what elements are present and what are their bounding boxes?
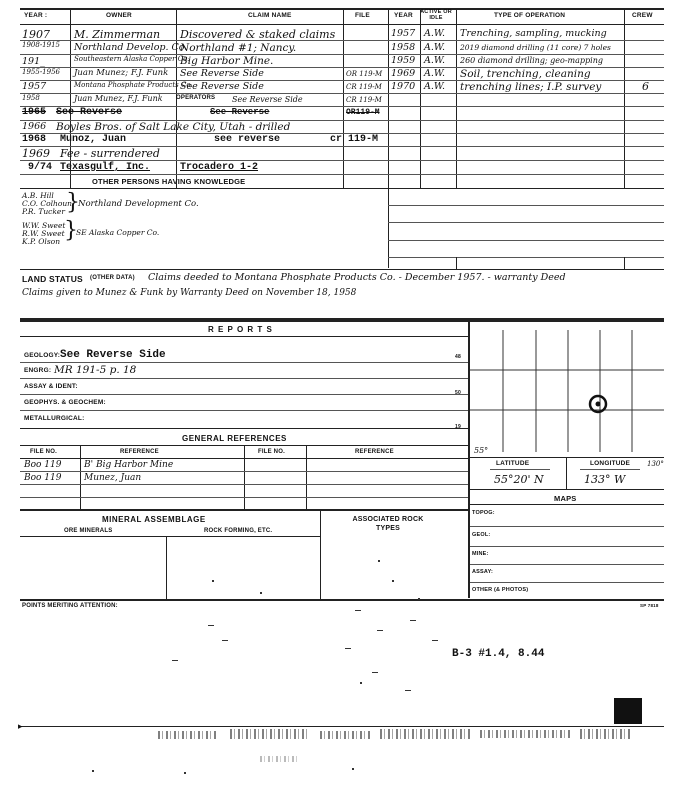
geology-value: See Reverse Side [60,349,166,361]
scan-mark [418,598,420,600]
land-status-text: Claims deeded to Montana Phosphate Products Co. - December 1957. - warranty Deed [148,272,566,283]
owner-row-owner: Boyles Bros. of Salt Lake City, Utah - drilled [56,121,291,133]
owner-row-owner: Juan Munez, F.J. Funk [74,94,163,103]
reports-top-bar [20,318,664,322]
col-rule [624,8,625,188]
scan-mark [405,690,411,691]
scan-mark [184,772,186,774]
row-rule [388,222,664,223]
map-field-other: OTHER (& PHOTOS) [472,587,529,593]
operation-status: A.W. [424,55,446,66]
scan-mark [260,592,262,594]
owner-row-claim: see reverse [214,134,281,145]
geophys-label: GEOPHYS. & GEOCHEM: [24,399,106,406]
person-name: W.W. Sweet [22,221,66,230]
row-rule [20,484,468,485]
scan-noise [380,729,470,739]
black-corner-mark [614,698,642,724]
land-status-sub: (OTHER DATA) [90,275,135,281]
owner-row-owner: Fee - surrendered [60,147,160,160]
col-rule [320,509,321,599]
row-rule [20,336,470,337]
person-name: P.R. Tucker [22,207,65,216]
owner-row-claim: Northland #1; Nancy. [180,42,297,54]
stamp-code: B-3 #1.4, 8.44 [452,648,545,660]
form-number: SP 7818 [640,603,659,608]
ref-col-file2: FILE NO. [258,449,285,455]
operation-type: trenching lines; I.P. survey [460,81,602,93]
metall-label: METALLURGICAL: [24,415,85,422]
header-claim-name: CLAIM NAME [248,12,292,19]
col-rule [566,457,567,489]
land-status-label: LAND STATUS [22,274,83,284]
owner-row-year: 1958 [22,94,40,102]
other-persons-title: OTHER PERSONS HAVING KNOWLEDGE [92,177,246,186]
header-type-of-operation: TYPE OF OPERATION [494,12,566,19]
owner-row-year: 1955-1956 [22,68,60,76]
person-org: SE Alaska Copper Co. [76,228,160,237]
scan-noise [480,730,570,738]
longitude-value: 133° W [584,473,626,486]
points-label: POINTS MERITING ATTENTION: [22,603,118,609]
owner-row-owner: Montana Phosphate Products Co. [74,81,193,89]
ref-col-file: FILE NO. [30,449,57,455]
owner-row-file: CR 119-M [346,83,382,91]
owner-row-owner: See Reverse [56,107,123,118]
header-owner: OWNER [106,12,132,19]
owner-row-claim: Big Harbor Mine. [180,55,274,67]
row-rule [470,504,664,505]
col-rule [244,445,245,509]
mineral-assemblage-title: MINERAL ASSEMBLAGE [102,515,206,524]
scan-mark [377,630,383,631]
scan-noise [158,731,218,739]
col-rule [80,445,81,509]
owner-row-file: OR 119-M [346,70,383,78]
map-field-topog: TOPOG: [472,510,495,516]
row-rule [470,489,664,490]
owner-row-claim: See Reverse Side [232,95,303,104]
header-crew: CREW [632,12,653,19]
operation-status: A.W. [424,28,446,39]
operation-year: 1970 [391,81,416,92]
operation-status: A.W. [424,68,446,79]
engrg-value: MR 191-5 p. 18 [54,364,137,376]
owner-row-year: 1908-1915 [22,41,60,49]
operation-type: 2019 diamond drilling (11 core) 7 holes [460,43,611,52]
map-field-assay: ASSAY: [472,569,494,575]
longitude-label: LONGITUDE [590,460,631,467]
scan-mark [92,770,94,772]
bottom-rule [20,726,664,727]
operation-year: 1969 [391,68,416,79]
row-rule [20,497,468,498]
operation-status: A.W. [424,81,446,92]
person-name: R.W. Sweet [22,229,65,238]
owner-row-owner: Juan Munez; F.J. Funk [74,68,169,78]
maps-label: MAPS [554,494,577,503]
row-rule [20,428,468,429]
operation-type: 260 diamond drilling; geo-mapping [460,56,603,65]
owner-row-year: 1965 [22,107,47,118]
section-rule [20,509,468,511]
col-rule [388,8,389,188]
owner-row-year: 1969 [22,147,50,160]
longitude-note: 130° [647,460,664,468]
row-rule [388,240,664,241]
col-rule [624,257,625,269]
owner-row-year: 1957 [22,81,47,92]
scan-mark [360,682,362,684]
latitude-label: LATITUDE [496,460,530,467]
ore-minerals-col: ORE MINERALS [64,528,113,534]
scan-mark [410,620,416,621]
section-rule [20,188,664,189]
row-rule [470,582,664,583]
location-grid [470,330,664,452]
owner-row-owner: Northland Develop. Co. [74,42,188,53]
brace-icon: } [64,218,78,243]
general-references-title: GENERAL REFERENCES [182,434,287,443]
latitude-value: 55°20' N [494,473,544,486]
scan-mark [172,660,178,661]
owner-row-owner: Texasgulf, Inc. [60,162,151,173]
scan-mark [222,640,228,641]
row-rule [470,526,664,527]
top-border [20,8,664,10]
row-rule [388,257,664,258]
col-rule [70,8,71,188]
report-number: 19 [455,424,461,430]
row-rule [20,378,468,379]
owner-row-claim: See Reverse Side [180,81,264,92]
report-number: 50 [455,390,461,396]
owner-row-claim: Discovered & staked claims [180,28,336,41]
col-rule [388,188,389,268]
header-file: FILE [355,12,370,19]
row-rule [470,564,664,565]
row-rule [20,394,468,395]
operation-year: 1959 [391,55,416,66]
header-bottom-rule [20,24,664,25]
scan-noise [230,729,310,739]
col-rule [456,257,457,269]
operation-type: Trenching, sampling, mucking [460,28,607,39]
row-rule [20,471,468,472]
person-name: K.P. Olson [22,237,61,246]
scan-mark [208,625,214,626]
operation-year: 1957 [391,28,416,39]
row-rule [20,174,664,175]
assay-label: ASSAY & IDENT: [24,383,78,390]
ref-file: Boo 119 [24,460,62,470]
owner-row-claim: Trocadero 1-2 [180,162,259,173]
geology-label: GEOLOGY: [24,352,61,359]
row-rule [580,469,640,470]
row-rule [470,546,664,547]
scan-mark [392,580,394,582]
reports-title: R E P O R T S [208,325,273,334]
scan-mark [212,580,214,582]
scan-noise [260,756,300,762]
owner-row-year: 1966 [22,121,47,132]
col-rule [166,536,167,599]
latitude-top: 55° [474,446,489,455]
map-field-mine: MINE: [472,551,489,557]
header-year: YEAR : [24,12,48,19]
scan-mark [345,648,351,649]
owner-row-claim: See Reverse Side [180,68,264,79]
ref-col-reference: REFERENCE [120,449,159,455]
grid-svg [470,330,664,452]
row-rule [388,205,664,206]
owner-row-claim: See Reverse [210,107,270,117]
col-rule [343,8,344,188]
col-rule [456,8,457,188]
owner-row-owner: Munoz, Juan [60,134,127,145]
associated-rock-types: ASSOCIATED ROCK TYPES [352,516,424,532]
owner-row-owner: M. Zimmerman [74,28,161,41]
operation-crew: 6 [642,80,649,93]
scan-mark [378,560,380,562]
owner-row-year: 9/74 [28,162,53,173]
header-active-idle: ACTIVE OR IDLE [420,9,452,21]
scan-mark [372,672,378,673]
row-rule [20,362,468,363]
ref-reference: B' Big Harbor Mine [84,460,174,470]
operation-status: A.W. [424,42,446,53]
arrow-mark-icon: ▸ [18,721,23,731]
operators-label: OPERATORS [176,95,216,101]
owner-row-year: 191_ [22,56,45,67]
col-rule [306,445,307,509]
owner-row-file: cr 119-M [330,134,379,145]
row-rule [20,410,468,411]
brace-icon: } [66,190,80,215]
row-rule [20,536,320,537]
header-year2: YEAR [394,12,413,19]
ref-col-reference2: REFERENCE [355,449,394,455]
section-rule [20,599,664,601]
owner-row-file: OR119-M [346,108,380,117]
col-rule [420,8,421,188]
section-rule [20,269,664,270]
owner-row-year: 1968 [22,134,47,145]
scan-mark [355,610,361,611]
row-rule [20,160,664,161]
ref-file: Boo 119 [24,473,62,483]
ref-reference: Munez, Juan [84,473,142,483]
row-rule [470,457,664,458]
person-name: C.O. Colhoun [22,199,72,208]
report-number: 48 [455,354,461,360]
owner-row-file: CR 119-M [346,96,382,104]
person-name: A.B. Hill [22,191,54,200]
owner-row-year: 1907 [22,28,50,41]
scan-mark [352,768,354,770]
operation-year: 1958 [391,42,416,53]
rock-forming-col: ROCK FORMING, ETC. [204,528,273,534]
scan-noise [320,731,370,739]
engrg-label: ENGRG: [24,367,52,374]
scan-mark [432,640,438,641]
scan-noise [580,729,630,739]
land-status-text: Claims given to Munez & Funk by Warranty Deed on November 18, 1958 [22,288,357,298]
operation-type: Soil, trenching, cleaning [460,68,591,80]
map-field-geol: GEOL: [472,532,491,538]
person-org: Northland Development Co. [78,199,199,209]
row-rule [490,469,550,470]
owner-row-owner: Southeastern Alaska Copper Co. [74,55,190,63]
